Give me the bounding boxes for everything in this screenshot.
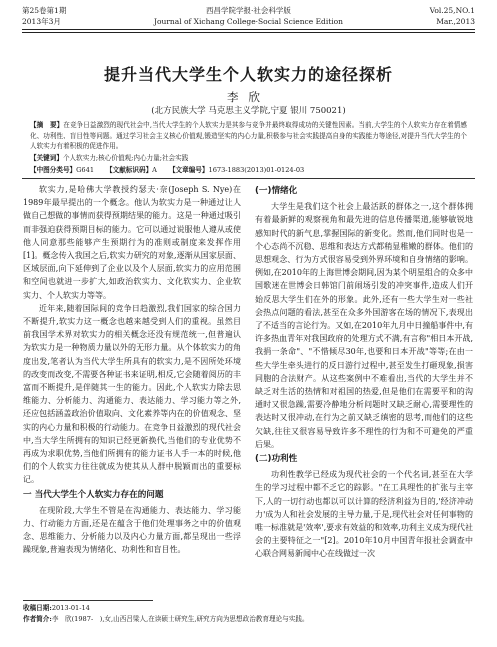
body-paragraph: 在现阶段,大学生不管是在沟通能力、表达能力、学习能力、行动能力方面,还是在蕴含于他们处理事务之中的价值观念、思维能力、分析能力以及内心力量方面,都呈现出一些浮躁现象,普遍表现为情绪化、功利性和盲目性。: [23, 505, 241, 555]
abstract-label: 【摘 要】: [30, 121, 64, 129]
clc-label: 【中图分类号】: [30, 166, 77, 174]
body-column-right: [255, 183, 473, 561]
subsection-heading: (一)情绪化: [255, 186, 298, 196]
received-date-footnote: [23, 603, 475, 614]
journal-name-cn: 西昌学院学报·社会科学版: [206, 6, 291, 15]
body-column-left: [23, 183, 241, 557]
article-no-label: 【文章编号】: [168, 166, 209, 174]
footnote-rule: [23, 600, 153, 601]
journal-name-en: Journal of Xichang College·Social Science Edition: [153, 17, 344, 26]
body-paragraph: 功利性教学已经成为现代社会的一个代名词,甚至在大学生的学习过程中都不乏它的踪影。"在工具理性的扩张与主宰下,人的一切行动也都以可以计算的经济利益为目的,'经济冲动力'成为人和社会发展的主导力量,于是,现代社会对任何事物的唯一标准就是'效率',要求有效益的和效率,功利主义成为现代社会的主要特征之一"[2]。2010年10月中国青年报社会调查中心联合网易新闻中心在线做过一次: [255, 470, 473, 559]
article-author: 李欣: [227, 90, 270, 104]
received-value: 2013-01-14: [51, 604, 90, 612]
running-header-line-2: [22, 17, 475, 27]
doc-code-value: A: [152, 166, 157, 174]
received-label: 收稿日期:: [23, 604, 52, 612]
document-code: [106, 165, 157, 175]
abstract-separator: [22, 178, 475, 179]
section-heading: 一 当代大学生个人软实力存在的问题: [23, 489, 164, 500]
keywords: [30, 153, 467, 163]
body-paragraph: 近年来,随着国际间的竞争日趋激烈,我们国家的综合国力不断提升,软实力这一概念也越来越受到人们的重视。虽然目前我国学术界对软实力的相关概念还没有规范统一,但普遍认为软实力是一种物质力量以外的无形力量。从个体软实力的角度出发,笔者认为当代大学生所具有的软实力,是不因所处环境的改变而改变,不需要各种证书来证明,相反,它会随着阅历的丰富而不断提升,是伴随其一生的能力。因此,个人软实力除去思维能力、分析能力、沟通能力、表达能力、学习能力等之外,还应包括涵盖政治价值取向、文化素养等内在的价值观念、坚实的内心力量和积极的行动能力。在竞争日益激烈的现代社会中,当大学生所拥有的知识已经更新换代,当他们的专业优势不再成为求职优势,当他们所拥有的能力证书人手一本的时候,他们的个人软实力往往就成为使其从人群中脱颖而出的重要标记。: [23, 303, 241, 485]
subsection-heading: (二)功利性: [255, 454, 298, 465]
classification-line: [30, 165, 467, 175]
clc-number: [30, 165, 94, 175]
keywords-label: 【关键词】: [30, 154, 63, 162]
article-no-value: 1673-1883(2013)01-0124-03: [208, 166, 305, 174]
volume-issue: 第25卷第1期: [22, 6, 67, 15]
publication-date-en: Mar.,2013: [436, 17, 475, 26]
author-bio-label: 作者简介:: [23, 615, 52, 623]
author-bio-footnote: [23, 614, 475, 625]
article-title: 提升当代大学生个人软实力的途径探析: [103, 65, 393, 84]
body-paragraph: 大学生是我们这个社会上最活跃的群体之一,这个群体拥有着最新鲜的观察视角和最先进的信息传播渠道,能够敏锐地感知时代的新气息,掌握国际的新变化。然而,他们同时也是一个心态尚不沉稳、思维和表达方式都稍显稚嫩的群体。他们的思想观念、行为方式很容易受到外界环境和自身情绪的影响。例如,在2010年的上海世博会期间,因为某个明星组合的众多中国歌迷在世博会日韩馆门前闹场引发的冲突事件,造成人们开始反思大学生们在外的形象。此外,还有一些大学生对一些社会热点问题的看法,甚至在众多外国游客在场的情况下,表现出了不适当的言论行为。又如,在2010年九月中日撞船事件中,有许多热血青年对我国政府的处理方式不满,有言称"相日本开战,我捐一条命"、"不惜倾尽30年,也要和日本开战"等等;在由一些大学生牵头进行的反日游行过程中,甚至发生打砸现象,损害同胞的合法财产。从这些案例中不难看出,当代的大学生并不缺乏对生活的热情和对祖国的热爱,但是他们在需要平和的沟通时又很急躁,需要冷静地分析问题时又缺乏耐心,需要理性的表达时又很冲动,在行为之前又缺乏缜密的思考,而他们的这些欠缺,往往又很容易导致许多不理性的行为和不可避免的严重后果。: [255, 202, 473, 449]
doc-code-label: 【文献标识码】: [106, 166, 153, 174]
clc-value: G641: [76, 166, 95, 174]
keywords-text: 个人软实力;核心价值观;内心力量;社会实践: [62, 154, 189, 162]
body-paragraph: 软实力,是哈佛大学教授约瑟夫·奈(Joseph S. Nye)在1989年最早提出的一个概念。他认为软实力是一种通过让人做自己想做的事情而获得预期结果的能力。这是一种通过吸引而非强迫获得预期目标的能力。它可以通过说服他人遵从或使他人同意那些能够产生预期行为的准则或制度来发挥作用[1]。概念传入我国之后,软实力研究的对象,逐渐从国家层面、区域层面,向下延伸到了企业以及个人层面,软实力的应用范围和空间也就进一步扩大,如政治软实力、文化软实力、企业软实力、个人软实力等等。: [23, 185, 241, 300]
author-affiliation: (北方民族大学 马克思主义学院,宁夏 银川 750021): [151, 106, 346, 116]
header-rule: [22, 29, 475, 30]
publication-date: 2013年3月: [22, 17, 61, 26]
header-rule-thin: [22, 32, 475, 33]
abstract: [30, 120, 467, 152]
article-number: [169, 165, 304, 175]
author-bio-value: 李 欣(1987- ),女,山西吕梁人,在读硕士研究生,研究方向为思想政治教育理论与实践。: [51, 615, 309, 623]
abstract-text: 在竞争日益激烈的现代社会中,当代大学生的个人软实力是其参与竞争并最终取得成功的关键性因素。当前,大学生的个人软实力存在着情感化、功利性、盲目性等问题。通过学习社会主义核心价值观,锻造坚实的内心力量,积极参与社会实践提高自身的实践能力等途径,对提升当代大学生的个人软实力有着积极的促进作用。: [30, 121, 467, 151]
running-header-line-1: [22, 6, 475, 16]
volume-issue-en: Vol.25,NO.1: [429, 6, 475, 15]
